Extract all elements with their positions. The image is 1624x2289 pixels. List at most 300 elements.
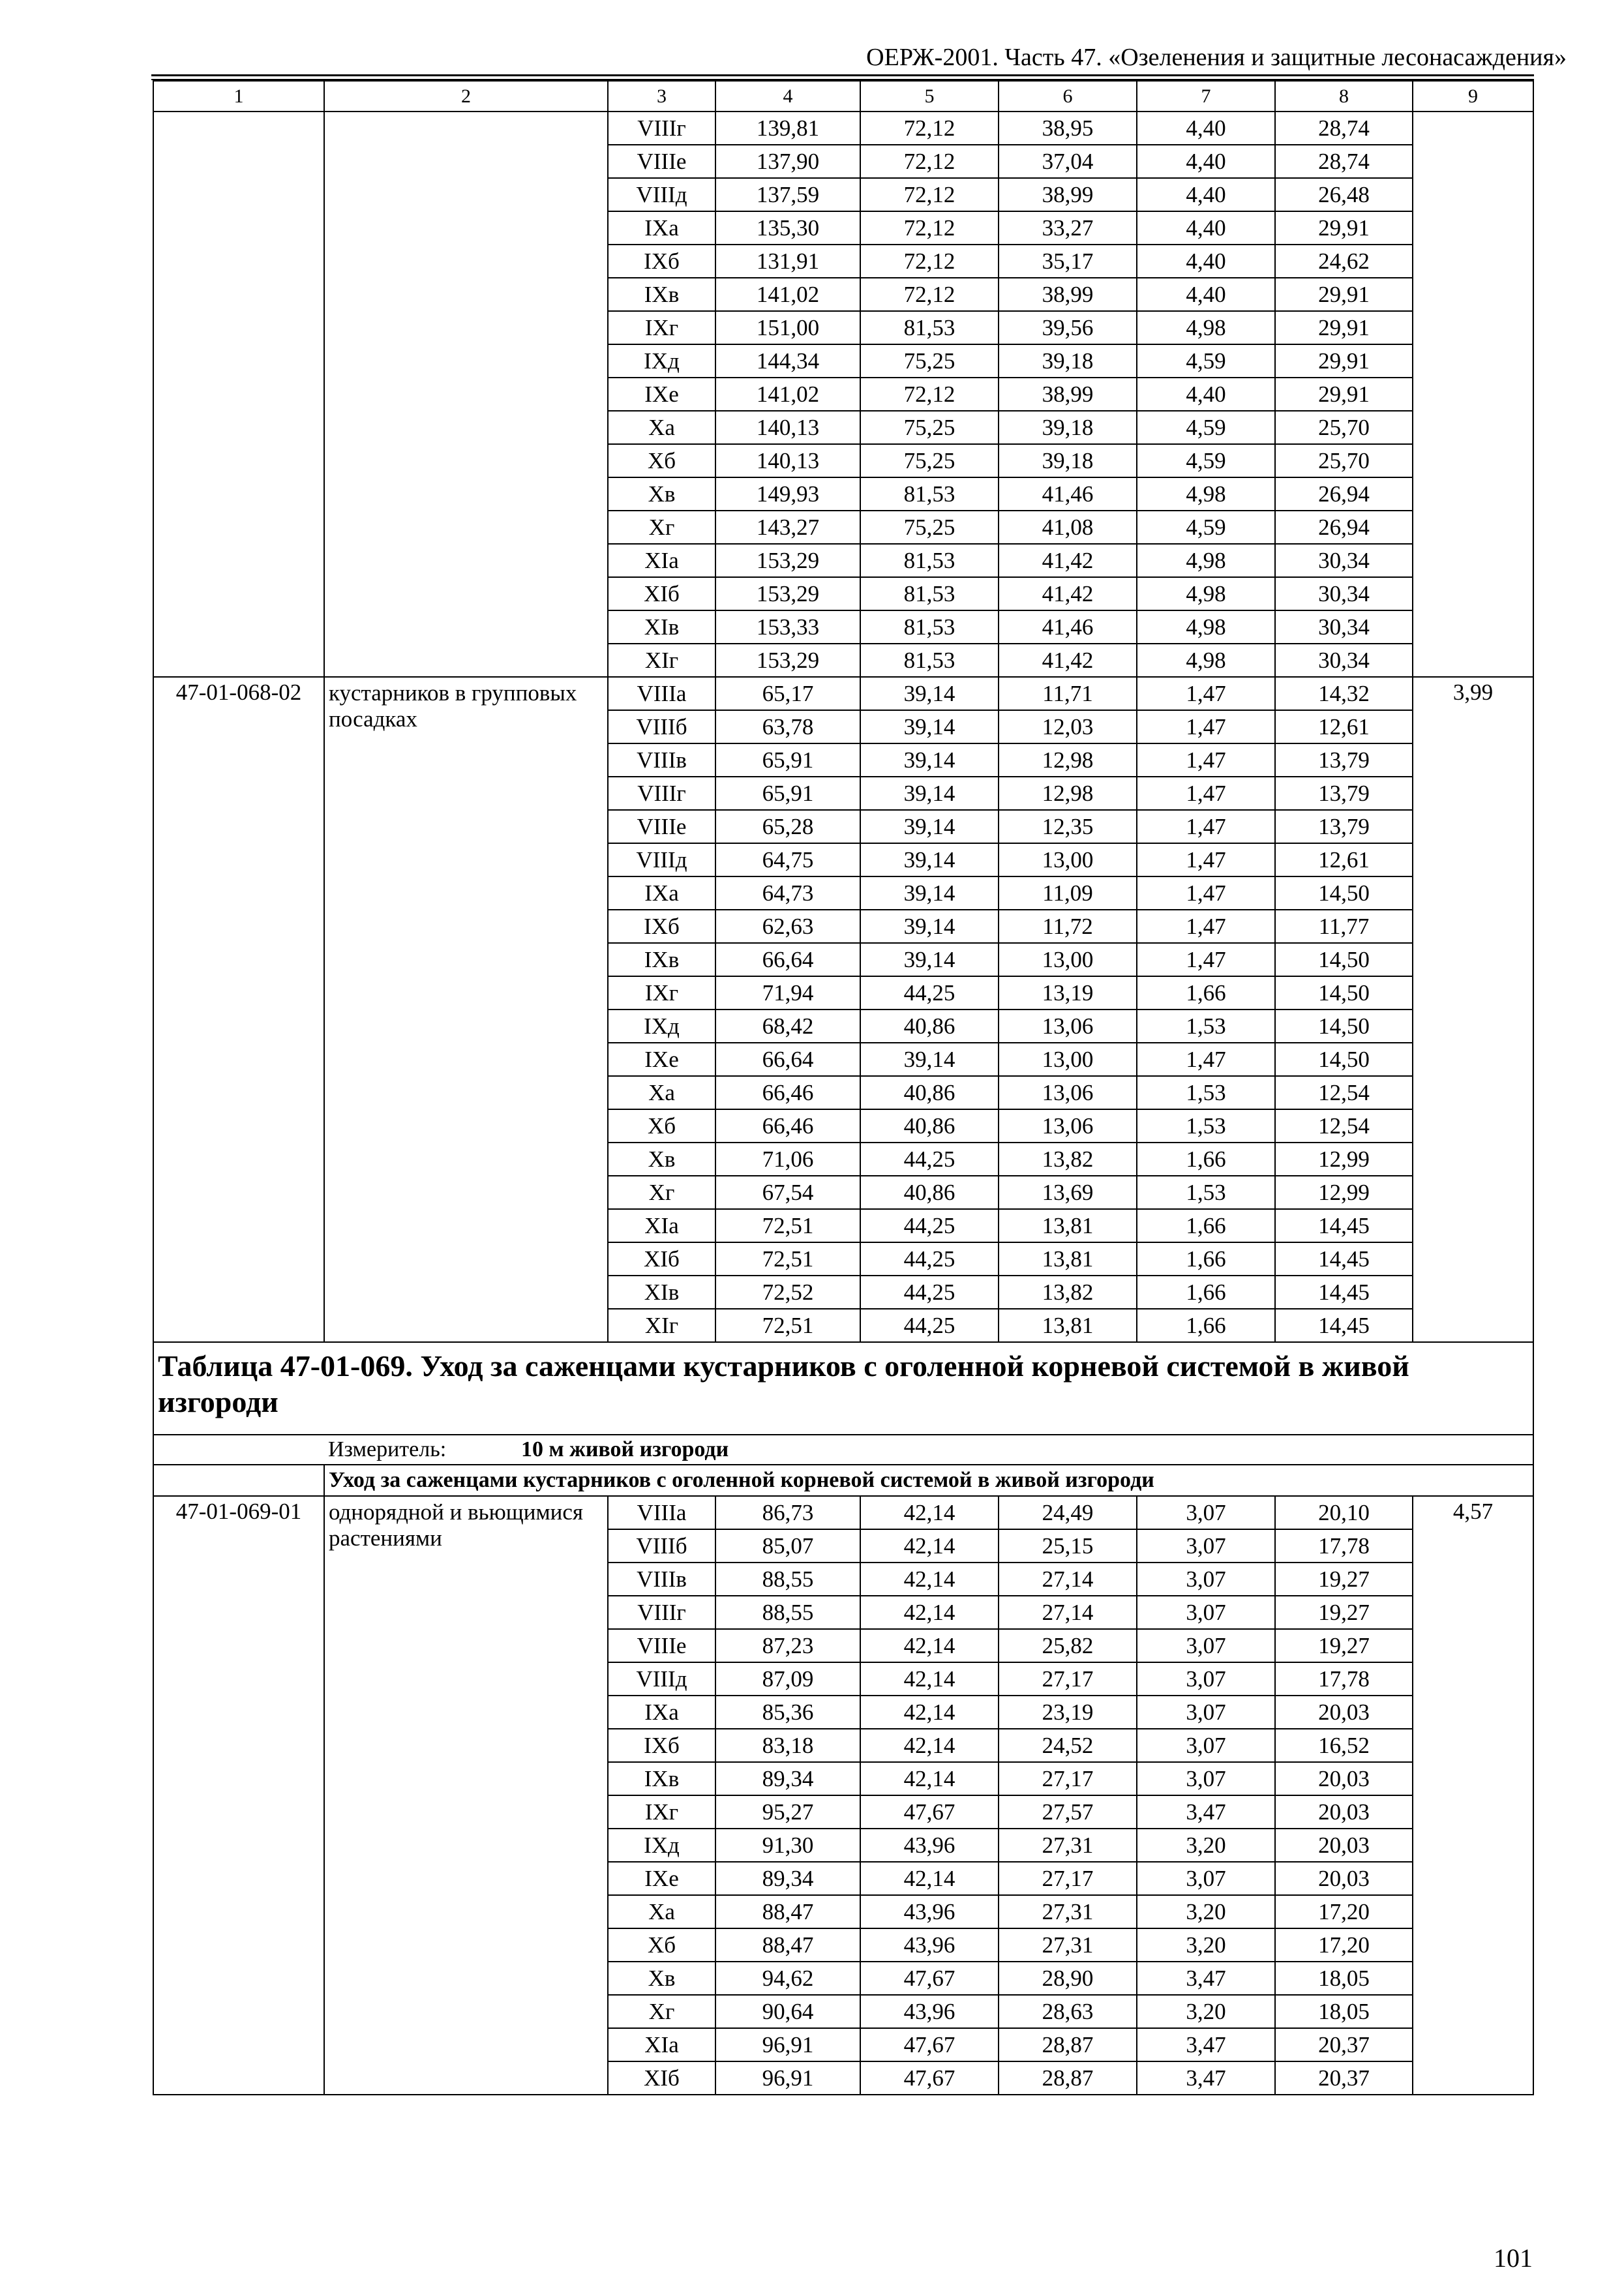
value-cell: 25,70 bbox=[1275, 411, 1413, 444]
zone-cell: IXг bbox=[608, 1795, 715, 1829]
value-cell: 43,96 bbox=[860, 1928, 999, 1962]
value-cell: 12,98 bbox=[999, 743, 1137, 777]
zone-cell: Xг bbox=[608, 511, 715, 544]
zone-cell: IXa bbox=[608, 1696, 715, 1729]
value-cell: 1,53 bbox=[1137, 1010, 1275, 1043]
value-cell: 1,53 bbox=[1137, 1076, 1275, 1109]
value-cell: 3,07 bbox=[1137, 1862, 1275, 1895]
value-cell: 42,14 bbox=[860, 1729, 999, 1762]
value-cell: 1,66 bbox=[1137, 976, 1275, 1010]
value-cell: 1,47 bbox=[1137, 677, 1275, 710]
value-cell: 153,29 bbox=[715, 544, 860, 577]
value-cell: 19,27 bbox=[1275, 1563, 1413, 1596]
measurer bbox=[324, 1435, 1533, 1465]
column-number: 7 bbox=[1137, 81, 1275, 112]
value-cell: 137,59 bbox=[715, 178, 860, 211]
zone-cell: VIIIe bbox=[608, 810, 715, 843]
value-cell: 65,91 bbox=[715, 777, 860, 810]
value-cell: 88,55 bbox=[715, 1596, 860, 1629]
value-cell: 14,50 bbox=[1275, 976, 1413, 1010]
column-number: 2 bbox=[324, 81, 608, 112]
value-cell: 47,67 bbox=[860, 2061, 999, 2095]
value-cell: 20,03 bbox=[1275, 1795, 1413, 1829]
value-cell: 23,19 bbox=[999, 1696, 1137, 1729]
value-cell: 153,29 bbox=[715, 577, 860, 610]
value-cell: 13,06 bbox=[999, 1010, 1137, 1043]
value-cell: 4,40 bbox=[1137, 178, 1275, 211]
value-cell: 11,72 bbox=[999, 910, 1137, 943]
value-cell: 13,79 bbox=[1275, 777, 1413, 810]
value-cell: 24,62 bbox=[1275, 245, 1413, 278]
value-cell: 27,57 bbox=[999, 1795, 1137, 1829]
value-cell: 44,25 bbox=[860, 1209, 999, 1242]
rate-code: 47-01-068-02 bbox=[153, 677, 324, 1342]
value-cell: 3,07 bbox=[1137, 1563, 1275, 1596]
value-cell: 13,06 bbox=[999, 1109, 1137, 1143]
value-cell: 42,14 bbox=[860, 1629, 999, 1662]
value-cell: 71,06 bbox=[715, 1143, 860, 1176]
value-cell: 27,17 bbox=[999, 1862, 1137, 1895]
zone-cell: Xг bbox=[608, 1176, 715, 1209]
value-cell: 12,61 bbox=[1275, 843, 1413, 876]
value-cell: 72,12 bbox=[860, 378, 999, 411]
value-cell: 67,54 bbox=[715, 1176, 860, 1209]
value-cell: 17,20 bbox=[1275, 1895, 1413, 1928]
value-cell: 85,36 bbox=[715, 1696, 860, 1729]
value-cell: 13,79 bbox=[1275, 810, 1413, 843]
value-cell: 47,67 bbox=[860, 2028, 999, 2061]
column-number: 3 bbox=[608, 81, 715, 112]
value-cell: 72,52 bbox=[715, 1276, 860, 1309]
value-cell: 11,77 bbox=[1275, 910, 1413, 943]
value-cell: 20,37 bbox=[1275, 2028, 1413, 2061]
value-cell: 18,05 bbox=[1275, 1995, 1413, 2028]
table-row bbox=[153, 677, 1533, 710]
value-cell: 13,81 bbox=[999, 1242, 1137, 1276]
value-cell: 68,42 bbox=[715, 1010, 860, 1043]
value-cell: 4,59 bbox=[1137, 344, 1275, 378]
value-cell: 44,25 bbox=[860, 1242, 999, 1276]
value-cell: 39,14 bbox=[860, 677, 999, 710]
value-cell: 27,31 bbox=[999, 1928, 1137, 1962]
value-cell: 28,74 bbox=[1275, 112, 1413, 145]
zone-cell: IXe bbox=[608, 378, 715, 411]
zone-cell: Xб bbox=[608, 444, 715, 477]
zone-cell: VIIIa bbox=[608, 1496, 715, 1529]
value-cell: 1,53 bbox=[1137, 1176, 1275, 1209]
value-cell: 20,10 bbox=[1275, 1496, 1413, 1529]
value-cell: 3,20 bbox=[1137, 1995, 1275, 2028]
value-cell: 28,90 bbox=[999, 1962, 1137, 1995]
value-cell: 20,37 bbox=[1275, 2061, 1413, 2095]
value-cell: 89,34 bbox=[715, 1862, 860, 1895]
running-header: ОЕРЖ-2001. Часть 47. «Озеленения и защитные лесонасаждения» bbox=[866, 44, 1567, 71]
value-cell: 1,47 bbox=[1137, 876, 1275, 910]
value-cell: 30,34 bbox=[1275, 544, 1413, 577]
value-cell: 81,53 bbox=[860, 311, 999, 344]
value-cell: 28,63 bbox=[999, 1995, 1137, 2028]
value-cell: 30,34 bbox=[1275, 644, 1413, 677]
value-cell: 81,53 bbox=[860, 544, 999, 577]
value-cell: 4,40 bbox=[1137, 245, 1275, 278]
value-cell: 140,13 bbox=[715, 444, 860, 477]
column-number: 4 bbox=[715, 81, 860, 112]
value-cell: 19,27 bbox=[1275, 1596, 1413, 1629]
value-cell: 42,14 bbox=[860, 1762, 999, 1795]
value-cell: 12,03 bbox=[999, 710, 1137, 743]
zone-cell: IXб bbox=[608, 245, 715, 278]
value-cell: 26,48 bbox=[1275, 178, 1413, 211]
value-cell: 66,46 bbox=[715, 1109, 860, 1143]
value-cell: 3,47 bbox=[1137, 1795, 1275, 1829]
value-cell: 43,96 bbox=[860, 1995, 999, 2028]
value-cell: 38,95 bbox=[999, 112, 1137, 145]
zone-cell: IXв bbox=[608, 943, 715, 976]
value-cell: 4,98 bbox=[1137, 577, 1275, 610]
value-cell: 29,91 bbox=[1275, 378, 1413, 411]
value-cell: 17,78 bbox=[1275, 1529, 1413, 1563]
value-cell: 27,14 bbox=[999, 1596, 1137, 1629]
value-cell: 20,03 bbox=[1275, 1696, 1413, 1729]
value-cell: 87,09 bbox=[715, 1662, 860, 1696]
value-cell: 47,67 bbox=[860, 1962, 999, 1995]
column-number: 1 bbox=[153, 81, 324, 112]
value-cell: 28,87 bbox=[999, 2061, 1137, 2095]
column-number: 9 bbox=[1413, 81, 1533, 112]
value-cell: 12,61 bbox=[1275, 710, 1413, 743]
value-cell: 24,52 bbox=[999, 1729, 1137, 1762]
zone-cell: VIIIa bbox=[608, 677, 715, 710]
value-cell: 85,07 bbox=[715, 1529, 860, 1563]
value-cell: 14,45 bbox=[1275, 1209, 1413, 1242]
value-cell: 35,17 bbox=[999, 245, 1137, 278]
zone-cell: Xв bbox=[608, 1143, 715, 1176]
section-row bbox=[153, 1465, 1533, 1496]
measurer-label: Измеритель: bbox=[328, 1437, 447, 1461]
value-cell: 1,66 bbox=[1137, 1276, 1275, 1309]
value-cell: 17,78 bbox=[1275, 1662, 1413, 1696]
zone-cell: VIIIг bbox=[608, 1596, 715, 1629]
zone-cell: XIб bbox=[608, 1242, 715, 1276]
value-cell: 1,47 bbox=[1137, 810, 1275, 843]
value-cell: 20,03 bbox=[1275, 1862, 1413, 1895]
value-cell: 20,03 bbox=[1275, 1829, 1413, 1862]
value-cell: 3,20 bbox=[1137, 1928, 1275, 1962]
measurer-unit: 10 м живой изгороди bbox=[521, 1437, 729, 1461]
value-cell: 3,07 bbox=[1137, 1662, 1275, 1696]
value-cell: 64,75 bbox=[715, 843, 860, 876]
zone-cell: IXe bbox=[608, 1862, 715, 1895]
value-cell: 26,94 bbox=[1275, 511, 1413, 544]
value-cell: 12,54 bbox=[1275, 1109, 1413, 1143]
zone-cell: IXб bbox=[608, 1729, 715, 1762]
value-cell: 16,52 bbox=[1275, 1729, 1413, 1762]
zone-cell: Xб bbox=[608, 1109, 715, 1143]
value-cell: 41,46 bbox=[999, 610, 1137, 644]
value-cell: 13,81 bbox=[999, 1309, 1137, 1342]
value-cell: 1,53 bbox=[1137, 1109, 1275, 1143]
value-cell: 72,12 bbox=[860, 245, 999, 278]
value-cell: 75,25 bbox=[860, 444, 999, 477]
value-cell: 3,07 bbox=[1137, 1762, 1275, 1795]
zone-cell: XIa bbox=[608, 1209, 715, 1242]
value-cell: 3,07 bbox=[1137, 1696, 1275, 1729]
value-cell: 66,46 bbox=[715, 1076, 860, 1109]
value-cell: 3,47 bbox=[1137, 1962, 1275, 1995]
value-cell: 40,86 bbox=[860, 1076, 999, 1109]
value-cell: 89,34 bbox=[715, 1762, 860, 1795]
value-cell: 88,55 bbox=[715, 1563, 860, 1596]
rate-name: однорядной и вьющимися растениями bbox=[324, 1496, 608, 2095]
value-cell: 87,23 bbox=[715, 1629, 860, 1662]
value-cell: 14,50 bbox=[1275, 1043, 1413, 1076]
value-cell: 90,64 bbox=[715, 1995, 860, 2028]
table-row bbox=[153, 1496, 1533, 1529]
value-cell: 81,53 bbox=[860, 644, 999, 677]
column-number: 5 bbox=[860, 81, 999, 112]
value-cell: 13,69 bbox=[999, 1176, 1137, 1209]
value-cell: 12,35 bbox=[999, 810, 1137, 843]
value-cell: 3,47 bbox=[1137, 2028, 1275, 2061]
value-cell: 66,64 bbox=[715, 1043, 860, 1076]
value-cell: 72,51 bbox=[715, 1209, 860, 1242]
value-cell: 33,27 bbox=[999, 211, 1137, 245]
value-cell: 72,12 bbox=[860, 112, 999, 145]
value-cell: 40,86 bbox=[860, 1109, 999, 1143]
value-cell: 139,81 bbox=[715, 112, 860, 145]
value-cell: 3,07 bbox=[1137, 1729, 1275, 1762]
zone-cell: VIIIe bbox=[608, 1629, 715, 1662]
zone-cell: Xв bbox=[608, 477, 715, 511]
value-cell: 4,40 bbox=[1137, 145, 1275, 178]
zone-cell: VIIIд bbox=[608, 843, 715, 876]
value-cell: 88,47 bbox=[715, 1895, 860, 1928]
value-cell: 12,99 bbox=[1275, 1143, 1413, 1176]
value-cell: 26,94 bbox=[1275, 477, 1413, 511]
zone-cell: IXд bbox=[608, 344, 715, 378]
value-cell: 39,14 bbox=[860, 743, 999, 777]
value-cell: 95,27 bbox=[715, 1795, 860, 1829]
value-cell: 13,81 bbox=[999, 1209, 1137, 1242]
value-cell: 151,00 bbox=[715, 311, 860, 344]
value-cell: 44,25 bbox=[860, 1143, 999, 1176]
zone-cell: VIIIв bbox=[608, 1563, 715, 1596]
zone-cell: IXд bbox=[608, 1829, 715, 1862]
value-cell: 86,73 bbox=[715, 1496, 860, 1529]
value-cell: 143,27 bbox=[715, 511, 860, 544]
value-cell: 39,18 bbox=[999, 444, 1137, 477]
value-cell: 13,19 bbox=[999, 976, 1137, 1010]
value-cell: 29,91 bbox=[1275, 211, 1413, 245]
value-cell: 37,04 bbox=[999, 145, 1137, 178]
value-cell: 38,99 bbox=[999, 178, 1137, 211]
value-cell: 1,66 bbox=[1137, 1309, 1275, 1342]
value-cell: 42,14 bbox=[860, 1563, 999, 1596]
value-cell: 27,17 bbox=[999, 1762, 1137, 1795]
value-cell: 27,31 bbox=[999, 1829, 1137, 1862]
value-cell: 27,14 bbox=[999, 1563, 1137, 1596]
value-cell: 11,71 bbox=[999, 677, 1137, 710]
zone-cell: XIб bbox=[608, 577, 715, 610]
value-cell: 3,07 bbox=[1137, 1496, 1275, 1529]
value-cell: 12,99 bbox=[1275, 1176, 1413, 1209]
zone-cell: Xa bbox=[608, 1076, 715, 1109]
value-cell: 72,12 bbox=[860, 211, 999, 245]
value-cell: 72,12 bbox=[860, 145, 999, 178]
value-cell: 3,20 bbox=[1137, 1895, 1275, 1928]
value-cell: 1,47 bbox=[1137, 777, 1275, 810]
value-cell: 41,08 bbox=[999, 511, 1137, 544]
value-cell: 38,99 bbox=[999, 278, 1137, 311]
value-cell: 39,14 bbox=[860, 1043, 999, 1076]
value-cell: 4,98 bbox=[1137, 610, 1275, 644]
col9-value: 3,99 bbox=[1413, 677, 1533, 1342]
value-cell: 13,00 bbox=[999, 843, 1137, 876]
value-cell: 66,64 bbox=[715, 943, 860, 976]
value-cell: 30,34 bbox=[1275, 610, 1413, 644]
zone-cell: IXг bbox=[608, 311, 715, 344]
value-cell: 1,66 bbox=[1137, 1209, 1275, 1242]
value-cell: 13,06 bbox=[999, 1076, 1137, 1109]
value-cell: 42,14 bbox=[860, 1596, 999, 1629]
zone-cell: VIIIг bbox=[608, 777, 715, 810]
value-cell: 39,14 bbox=[860, 810, 999, 843]
zone-cell: XIa bbox=[608, 2028, 715, 2061]
zone-cell: VIIIб bbox=[608, 1529, 715, 1563]
zone-cell: VIIIг bbox=[608, 112, 715, 145]
value-cell: 72,51 bbox=[715, 1242, 860, 1276]
table-title-row bbox=[153, 1342, 1533, 1435]
value-cell: 1,47 bbox=[1137, 710, 1275, 743]
value-cell: 1,47 bbox=[1137, 1043, 1275, 1076]
zone-cell: IXa bbox=[608, 211, 715, 245]
value-cell: 4,40 bbox=[1137, 378, 1275, 411]
value-cell: 28,87 bbox=[999, 2028, 1137, 2061]
value-cell: 27,17 bbox=[999, 1662, 1137, 1696]
section-title: Уход за саженцами кустарников с оголенной корневой системой в живой изгороди bbox=[324, 1465, 1533, 1496]
value-cell: 29,91 bbox=[1275, 344, 1413, 378]
zone-cell: VIIIв bbox=[608, 743, 715, 777]
value-cell: 14,32 bbox=[1275, 677, 1413, 710]
value-cell: 43,96 bbox=[860, 1829, 999, 1862]
value-cell: 4,98 bbox=[1137, 544, 1275, 577]
value-cell: 81,53 bbox=[860, 477, 999, 511]
value-cell: 42,14 bbox=[860, 1662, 999, 1696]
zone-cell: XIб bbox=[608, 2061, 715, 2095]
value-cell: 4,40 bbox=[1137, 112, 1275, 145]
value-cell: 42,14 bbox=[860, 1696, 999, 1729]
measurer-blank bbox=[153, 1435, 324, 1465]
value-cell: 81,53 bbox=[860, 610, 999, 644]
zone-cell: Xa bbox=[608, 411, 715, 444]
value-cell: 25,15 bbox=[999, 1529, 1137, 1563]
value-cell: 13,82 bbox=[999, 1276, 1137, 1309]
value-cell: 83,18 bbox=[715, 1729, 860, 1762]
value-cell: 14,45 bbox=[1275, 1242, 1413, 1276]
value-cell: 1,66 bbox=[1137, 1143, 1275, 1176]
value-cell: 14,45 bbox=[1275, 1276, 1413, 1309]
zone-cell: XIa bbox=[608, 544, 715, 577]
value-cell: 39,18 bbox=[999, 411, 1137, 444]
value-cell: 14,50 bbox=[1275, 943, 1413, 976]
value-cell: 24,49 bbox=[999, 1496, 1137, 1529]
value-cell: 4,98 bbox=[1137, 311, 1275, 344]
zone-cell: Xa bbox=[608, 1895, 715, 1928]
value-cell: 75,25 bbox=[860, 344, 999, 378]
value-cell: 13,79 bbox=[1275, 743, 1413, 777]
measurer-row bbox=[153, 1435, 1533, 1465]
section-blank bbox=[153, 1465, 324, 1496]
value-cell: 65,91 bbox=[715, 743, 860, 777]
value-cell: 39,18 bbox=[999, 344, 1137, 378]
value-cell: 62,63 bbox=[715, 910, 860, 943]
table-row bbox=[153, 112, 1533, 145]
value-cell: 64,73 bbox=[715, 876, 860, 910]
value-cell: 91,30 bbox=[715, 1829, 860, 1862]
value-cell: 4,40 bbox=[1137, 211, 1275, 245]
value-cell: 14,45 bbox=[1275, 1309, 1413, 1342]
value-cell: 44,25 bbox=[860, 1276, 999, 1309]
value-cell: 14,50 bbox=[1275, 876, 1413, 910]
zone-cell: IXв bbox=[608, 278, 715, 311]
rate-code: 47-01-069-01 bbox=[153, 1496, 324, 2095]
value-cell: 4,59 bbox=[1137, 444, 1275, 477]
value-cell: 65,17 bbox=[715, 677, 860, 710]
value-cell: 27,31 bbox=[999, 1895, 1137, 1928]
value-cell: 12,98 bbox=[999, 777, 1137, 810]
value-cell: 141,02 bbox=[715, 278, 860, 311]
value-cell: 81,53 bbox=[860, 577, 999, 610]
zone-cell: VIIIe bbox=[608, 145, 715, 178]
value-cell: 149,93 bbox=[715, 477, 860, 511]
zone-cell: IXб bbox=[608, 910, 715, 943]
value-cell: 4,59 bbox=[1137, 411, 1275, 444]
value-cell: 19,27 bbox=[1275, 1629, 1413, 1662]
value-cell: 96,91 bbox=[715, 2061, 860, 2095]
value-cell: 72,51 bbox=[715, 1309, 860, 1342]
value-cell: 3,07 bbox=[1137, 1596, 1275, 1629]
zone-cell: Xв bbox=[608, 1962, 715, 1995]
zone-cell: VIIIд bbox=[608, 1662, 715, 1696]
value-cell: 47,67 bbox=[860, 1795, 999, 1829]
value-cell: 1,47 bbox=[1137, 910, 1275, 943]
zone-cell: IXa bbox=[608, 876, 715, 910]
column-number: 8 bbox=[1275, 81, 1413, 112]
value-cell: 25,82 bbox=[999, 1629, 1137, 1662]
value-cell: 96,91 bbox=[715, 2028, 860, 2061]
value-cell: 14,50 bbox=[1275, 1010, 1413, 1043]
value-cell: 39,14 bbox=[860, 876, 999, 910]
value-cell: 17,20 bbox=[1275, 1928, 1413, 1962]
value-cell: 75,25 bbox=[860, 511, 999, 544]
rates-table bbox=[153, 80, 1534, 2095]
value-cell: 1,47 bbox=[1137, 943, 1275, 976]
value-cell: 39,14 bbox=[860, 910, 999, 943]
value-cell: 4,59 bbox=[1137, 511, 1275, 544]
value-cell: 25,70 bbox=[1275, 444, 1413, 477]
value-cell: 38,99 bbox=[999, 378, 1137, 411]
value-cell: 75,25 bbox=[860, 411, 999, 444]
value-cell: 44,25 bbox=[860, 976, 999, 1010]
column-number: 6 bbox=[999, 81, 1137, 112]
zone-cell: VIIIб bbox=[608, 710, 715, 743]
value-cell: 13,00 bbox=[999, 1043, 1137, 1076]
value-cell: 41,46 bbox=[999, 477, 1137, 511]
value-cell: 140,13 bbox=[715, 411, 860, 444]
rate-name: кустарников в групповых посадках bbox=[324, 677, 608, 1342]
value-cell: 39,14 bbox=[860, 943, 999, 976]
value-cell: 71,94 bbox=[715, 976, 860, 1010]
